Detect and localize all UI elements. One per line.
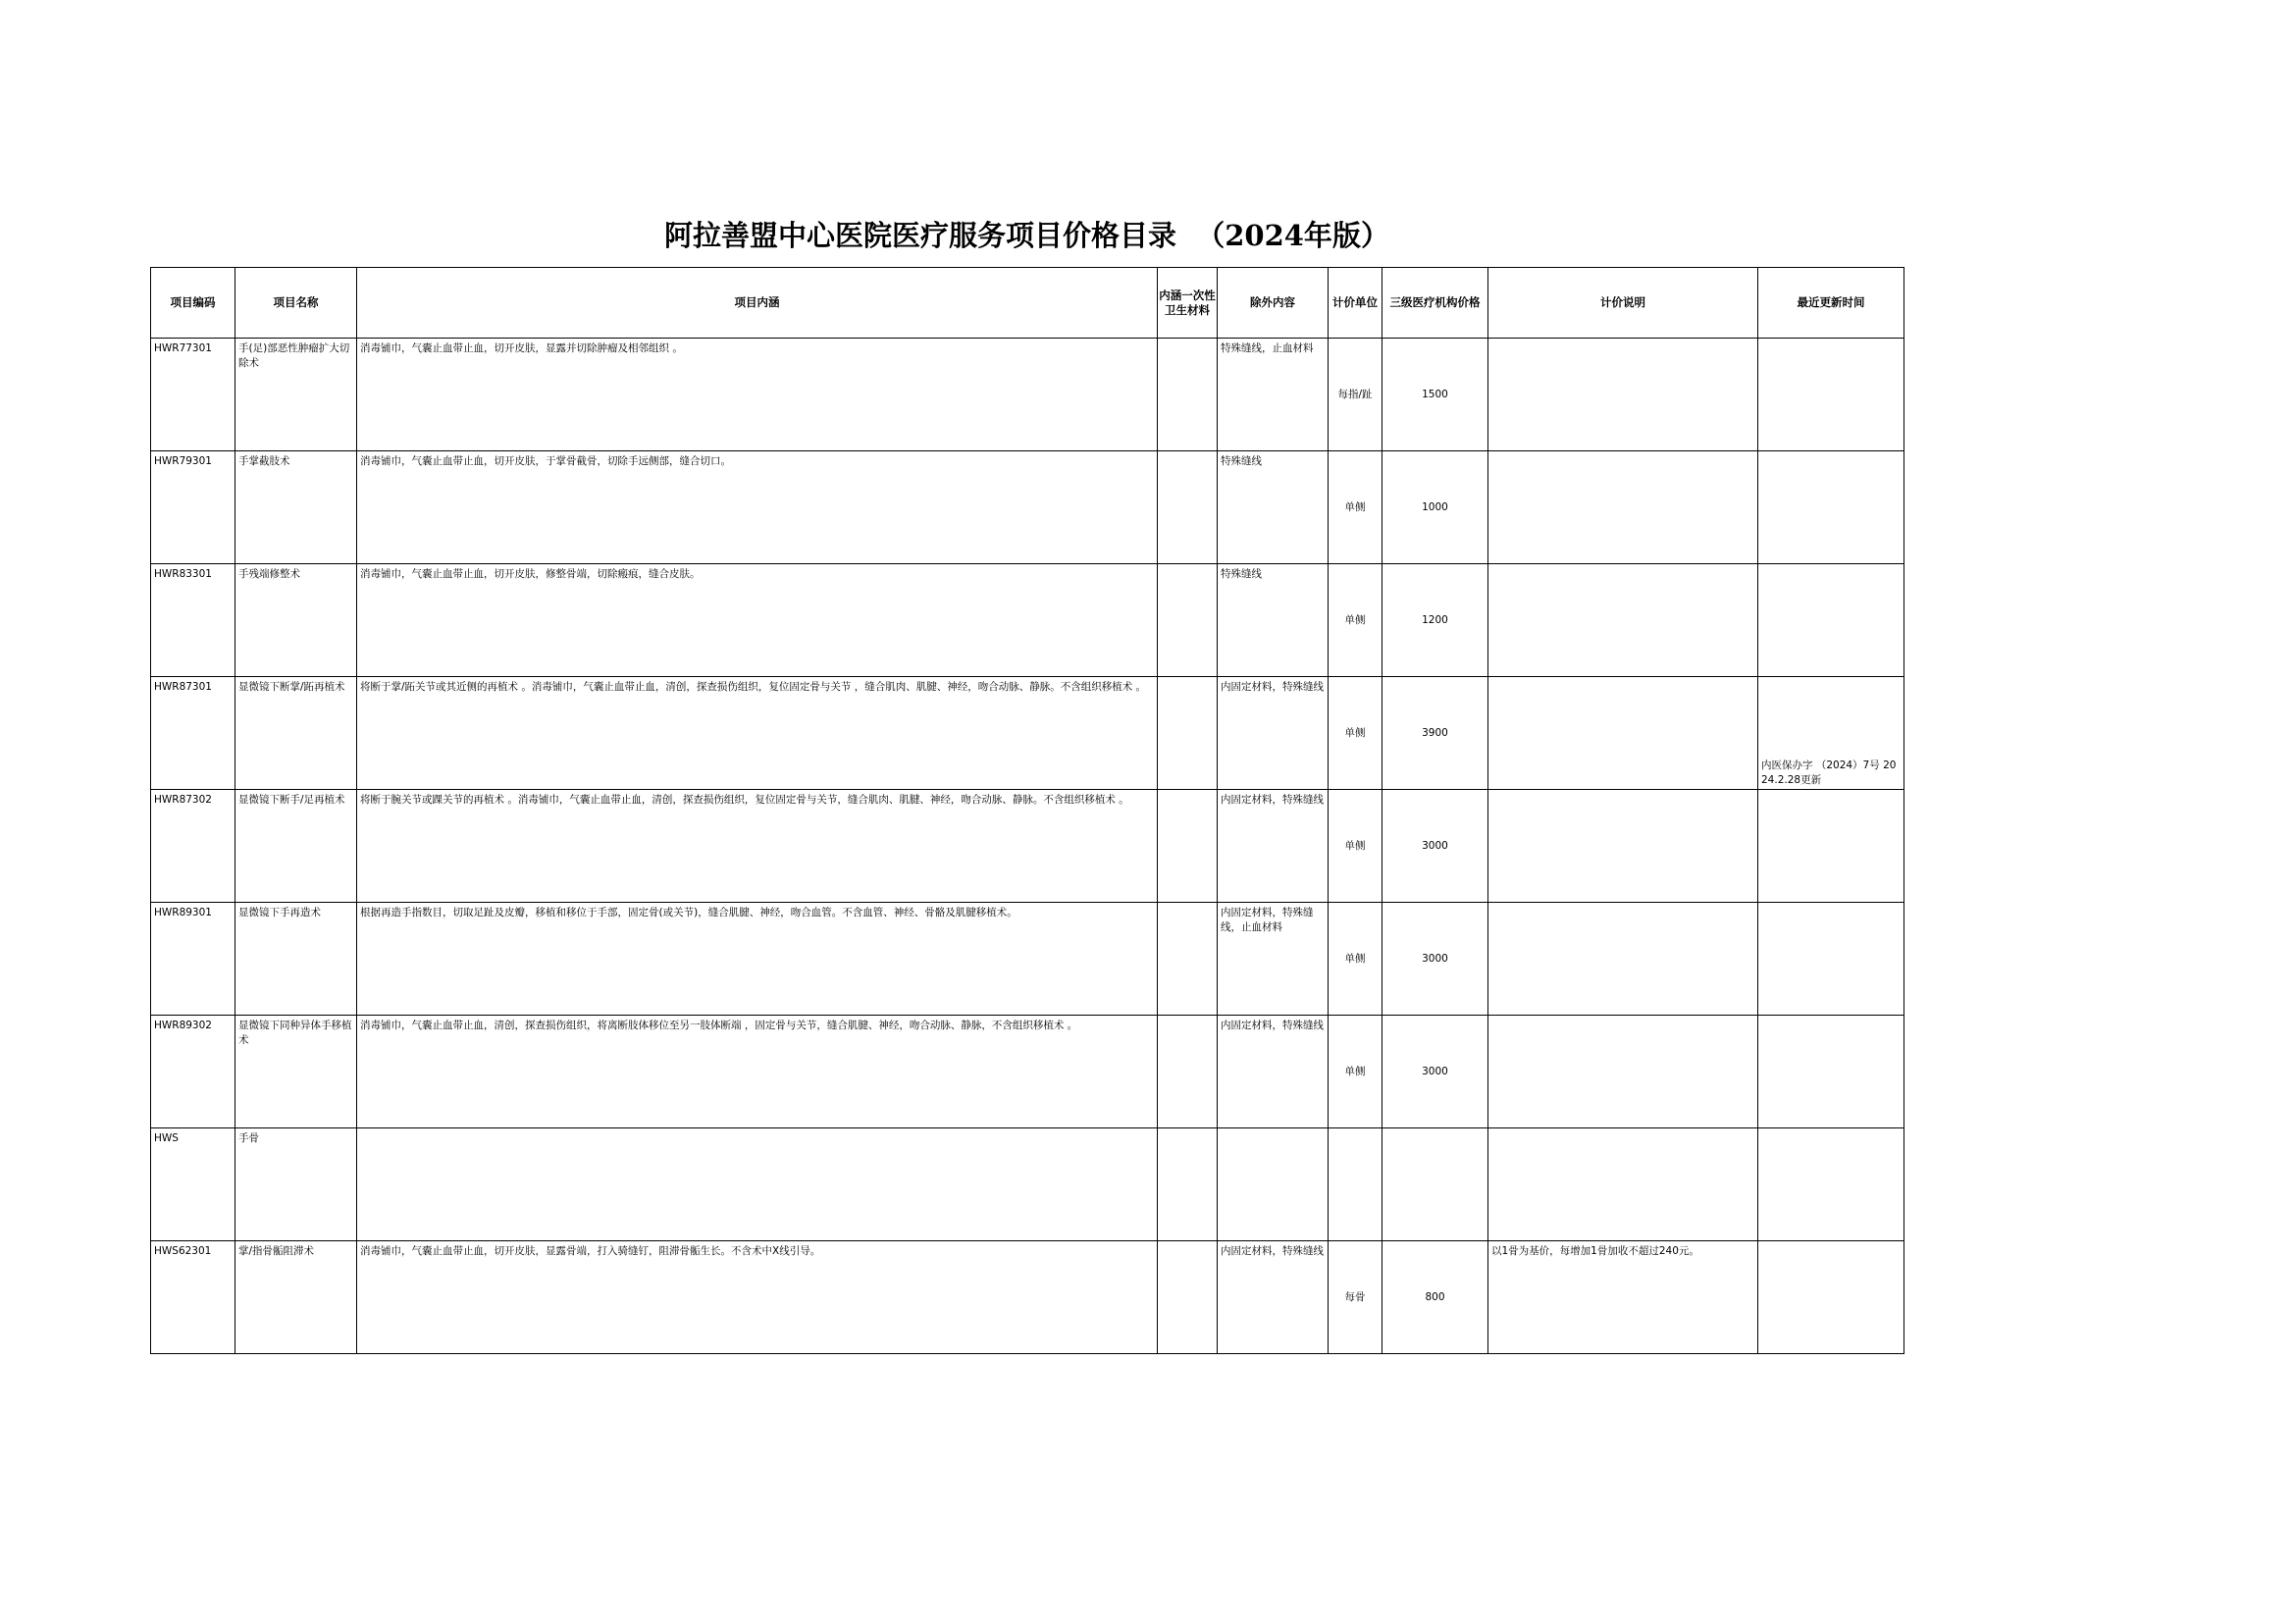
exclusion-cell xyxy=(1218,903,1329,1016)
unit-cell-text: 单侧 xyxy=(1344,726,1366,739)
consumable-cell xyxy=(1158,451,1218,564)
updated-cell-text xyxy=(1758,1014,1764,1015)
unit-cell-text: 每指/趾 xyxy=(1337,388,1373,400)
exclusion-cell-text: 内固定材料，特殊缝线 xyxy=(1221,794,1324,806)
header-content: 项目内涵 xyxy=(357,268,1158,339)
note-cell xyxy=(1488,677,1758,790)
consumable-cell-text xyxy=(1158,1128,1217,1131)
note-cell xyxy=(1488,1016,1758,1128)
unit-cell xyxy=(1329,790,1382,903)
code-cell-text: HWR89301 xyxy=(154,907,212,918)
name-cell-text: 显微镜下断手/足再植术 xyxy=(238,794,345,806)
updated-cell-text: 内医保办字 （2024）7号 2024.2.28更新 xyxy=(1761,760,1897,786)
consumable-cell-text xyxy=(1158,677,1217,680)
updated-cell xyxy=(1758,677,1904,790)
table-row xyxy=(151,1016,1904,1128)
table-row xyxy=(151,677,1904,790)
consumable-cell-text xyxy=(1158,339,1217,341)
code-cell-text: HWR77301 xyxy=(154,342,212,354)
exclusion-cell xyxy=(1218,564,1329,677)
price-cell-text: 3000 xyxy=(1422,952,1448,965)
unit-cell xyxy=(1329,1016,1382,1128)
unit-cell xyxy=(1329,339,1382,451)
price-cell xyxy=(1382,451,1488,564)
updated-cell-text xyxy=(1758,1352,1764,1353)
price-cell-text: 800 xyxy=(1425,1290,1445,1303)
price-cell-text: 1000 xyxy=(1422,500,1448,513)
exclusion-cell-text: 内固定材料，特殊缝线 xyxy=(1221,1245,1324,1257)
updated-cell-text xyxy=(1758,449,1764,450)
content-cell xyxy=(357,1241,1158,1354)
table-row xyxy=(151,564,1904,677)
name-cell-text: 手掌截肢术 xyxy=(238,455,290,467)
content-cell-text xyxy=(357,1128,1157,1131)
table-row xyxy=(151,1241,1904,1354)
updated-cell-text xyxy=(1758,901,1764,902)
name-cell-text: 掌/指骨骺阻滞术 xyxy=(238,1245,315,1257)
note-cell-text xyxy=(1488,790,1757,793)
name-cell xyxy=(235,1241,357,1354)
table-row xyxy=(151,339,1904,451)
exclusion-cell xyxy=(1218,339,1329,451)
code-cell-text: HWR87301 xyxy=(154,681,212,693)
table-row xyxy=(151,451,1904,564)
note-cell-text xyxy=(1488,1016,1757,1019)
code-cell-text: HWR79301 xyxy=(154,455,212,467)
unit-cell-text: 单侧 xyxy=(1344,613,1366,626)
updated-cell-text xyxy=(1758,1126,1764,1127)
header-updated: 最近更新时间 xyxy=(1758,268,1904,339)
content-cell xyxy=(357,339,1158,451)
content-cell xyxy=(357,1016,1158,1128)
exclusion-cell-text: 特殊缝线 xyxy=(1221,455,1262,467)
exclusion-cell-text xyxy=(1218,1128,1328,1131)
price-cell xyxy=(1382,790,1488,903)
consumable-cell-text xyxy=(1158,564,1217,567)
note-cell xyxy=(1488,903,1758,1016)
consumable-cell xyxy=(1158,564,1218,677)
updated-cell xyxy=(1758,339,1904,451)
updated-cell-text xyxy=(1758,562,1764,563)
exclusion-cell-text: 内固定材料，特殊缝线 xyxy=(1221,681,1324,693)
price-cell-text: 3900 xyxy=(1422,726,1448,739)
exclusion-cell xyxy=(1218,790,1329,903)
name-cell-text: 手(足)部恶性肿瘤扩大切除术 xyxy=(238,342,350,369)
price-cell xyxy=(1382,1241,1488,1354)
code-cell-text: HWR89302 xyxy=(154,1020,212,1031)
updated-cell xyxy=(1758,1016,1904,1128)
price-cell xyxy=(1382,1128,1488,1241)
consumable-cell-text xyxy=(1158,790,1217,793)
price-cell xyxy=(1382,339,1488,451)
consumable-cell xyxy=(1158,1016,1218,1128)
updated-cell xyxy=(1758,451,1904,564)
code-cell xyxy=(151,1016,235,1128)
unit-cell-text xyxy=(1329,1128,1382,1240)
note-cell-text xyxy=(1488,677,1757,680)
exclusion-cell-text: 特殊缝线，止血材料 xyxy=(1221,342,1314,354)
unit-cell-text: 单侧 xyxy=(1344,500,1366,513)
name-cell-text: 手残端修整术 xyxy=(238,568,300,580)
content-cell-text: 消毒铺巾，气囊止血带止血，切开皮肤，修整骨端，切除瘢痕，缝合皮肤。 xyxy=(360,568,701,580)
content-cell-text: 将断于腕关节或踝关节的再植术 。消毒铺巾，气囊止血带止血，清创，探查损伤组织，复位固定骨与关节，缝合肌肉、肌腱、神经，吻合动脉、静脉。不含组织移植术 。 xyxy=(360,794,1129,806)
price-cell-text: 3000 xyxy=(1422,839,1448,852)
content-cell-text: 根据再造手指数目，切取足趾及皮瓣，移植和移位于手部，固定骨(或关节)，缝合肌腱、神经，吻合血管。不含血管、神经、骨骼及肌腱移植术。 xyxy=(360,907,1017,918)
exclusion-cell-text: 特殊缝线 xyxy=(1221,568,1262,580)
note-cell xyxy=(1488,451,1758,564)
consumable-cell-text xyxy=(1158,903,1217,906)
exclusion-cell-text: 内固定材料，特殊缝线 xyxy=(1221,1020,1324,1031)
code-cell xyxy=(151,451,235,564)
name-cell xyxy=(235,564,357,677)
code-cell xyxy=(151,564,235,677)
page-title: 阿拉善盟中心医院医疗服务项目价格目录 （2024年版） xyxy=(664,219,1389,252)
content-cell-text: 消毒铺巾，气囊止血带止血，清创，探查损伤组织，将离断肢体移位至另一肢体断端 ，固定骨与关节，缝合肌腱、神经，吻合动脉、静脉，不含组织移植术 。 xyxy=(360,1020,1078,1031)
name-cell xyxy=(235,339,357,451)
header-consumable: 内涵一次性卫生材料 xyxy=(1158,268,1218,339)
unit-cell-text: 单侧 xyxy=(1344,1065,1366,1077)
consumable-cell xyxy=(1158,903,1218,1016)
consumable-cell xyxy=(1158,677,1218,790)
name-cell-text: 显微镜下断掌/跖再植术 xyxy=(238,681,345,693)
content-cell xyxy=(357,903,1158,1016)
note-cell-text xyxy=(1488,564,1757,567)
code-cell xyxy=(151,339,235,451)
name-cell-text: 显微镜下手再造术 xyxy=(238,907,321,918)
price-cell-text: 1500 xyxy=(1422,388,1448,400)
price-cell xyxy=(1382,677,1488,790)
updated-cell xyxy=(1758,1128,1904,1241)
name-cell-text: 手骨 xyxy=(238,1132,259,1144)
consumable-cell-text xyxy=(1158,1016,1217,1019)
note-cell xyxy=(1488,339,1758,451)
content-cell-text: 消毒铺巾，气囊止血带止血，切开皮肤，显露并切除肿瘤及相邻组织 。 xyxy=(360,342,683,354)
name-cell xyxy=(235,1016,357,1128)
header-unit: 计价单位 xyxy=(1329,268,1382,339)
price-cell-text: 3000 xyxy=(1422,1065,1448,1077)
updated-cell xyxy=(1758,564,1904,677)
code-cell xyxy=(151,1241,235,1354)
header-exclusion: 除外内容 xyxy=(1218,268,1329,339)
updated-cell xyxy=(1758,1241,1904,1354)
content-cell xyxy=(357,677,1158,790)
consumable-cell-text xyxy=(1158,1241,1217,1244)
note-cell xyxy=(1488,564,1758,677)
unit-cell xyxy=(1329,1128,1382,1241)
content-cell-text: 消毒铺巾，气囊止血带止血，切开皮肤，显露骨端，打入骑缝钉，阻滞骨骺生长。不含术中X线引导。 xyxy=(360,1245,821,1257)
exclusion-cell xyxy=(1218,451,1329,564)
content-cell xyxy=(357,451,1158,564)
header-name: 项目名称 xyxy=(235,268,357,339)
content-cell-text: 将断于掌/跖关节或其近侧的再植术 。消毒铺巾，气囊止血带止血，清创，探查损伤组织，复位固定骨与关节 ，缝合肌肉、肌腱、神经，吻合动脉、静脉。不含组织移植术 。 xyxy=(360,681,1147,693)
note-cell xyxy=(1488,790,1758,903)
code-cell xyxy=(151,1128,235,1241)
header-code: 项目编码 xyxy=(151,268,235,339)
header-row xyxy=(151,268,1904,339)
exclusion-cell xyxy=(1218,1241,1329,1354)
unit-cell-text: 单侧 xyxy=(1344,839,1366,852)
note-cell-text: 以1骨为基价，每增加1骨加收不超过240元。 xyxy=(1491,1245,1699,1257)
name-cell xyxy=(235,677,357,790)
note-cell-text xyxy=(1488,451,1757,454)
price-cell xyxy=(1382,564,1488,677)
price-cell xyxy=(1382,1016,1488,1128)
unit-cell-text: 每骨 xyxy=(1344,1290,1366,1303)
note-cell-text xyxy=(1488,339,1757,341)
updated-cell xyxy=(1758,903,1904,1016)
unit-cell xyxy=(1329,564,1382,677)
unit-cell xyxy=(1329,903,1382,1016)
price-cell-text: 1200 xyxy=(1422,613,1448,626)
note-cell xyxy=(1488,1241,1758,1354)
code-cell-text: HWR83301 xyxy=(154,568,212,580)
exclusion-cell xyxy=(1218,1128,1329,1241)
note-cell xyxy=(1488,1128,1758,1241)
unit-cell xyxy=(1329,451,1382,564)
code-cell-text: HWS xyxy=(154,1132,179,1144)
code-cell xyxy=(151,903,235,1016)
note-cell-text xyxy=(1488,903,1757,906)
unit-cell-text: 单侧 xyxy=(1344,952,1366,965)
price-table xyxy=(150,267,1904,1354)
table-row xyxy=(151,790,1904,903)
name-cell xyxy=(235,1128,357,1241)
unit-cell xyxy=(1329,1241,1382,1354)
consumable-cell xyxy=(1158,1128,1218,1241)
table-row xyxy=(151,1128,1904,1241)
unit-cell xyxy=(1329,677,1382,790)
consumable-cell xyxy=(1158,790,1218,903)
code-cell-text: HWS62301 xyxy=(154,1245,212,1257)
name-cell xyxy=(235,903,357,1016)
updated-cell-text xyxy=(1758,675,1764,676)
price-cell-text xyxy=(1382,1128,1487,1240)
exclusion-cell xyxy=(1218,1016,1329,1128)
content-cell xyxy=(357,790,1158,903)
header-note: 计价说明 xyxy=(1488,268,1758,339)
code-cell xyxy=(151,790,235,903)
note-cell-text xyxy=(1488,1128,1757,1131)
consumable-cell xyxy=(1158,1241,1218,1354)
consumable-cell xyxy=(1158,339,1218,451)
content-cell xyxy=(357,1128,1158,1241)
code-cell-text: HWR87302 xyxy=(154,794,212,806)
name-cell-text: 显微镜下同种异体手移植术 xyxy=(238,1020,352,1046)
price-cell xyxy=(1382,903,1488,1016)
table-row xyxy=(151,903,1904,1016)
updated-cell-text xyxy=(1758,1239,1764,1240)
name-cell xyxy=(235,451,357,564)
content-cell xyxy=(357,564,1158,677)
updated-cell xyxy=(1758,790,1904,903)
exclusion-cell xyxy=(1218,677,1329,790)
header-price: 三级医疗机构价格 xyxy=(1382,268,1488,339)
consumable-cell-text xyxy=(1158,451,1217,454)
content-cell-text: 消毒铺巾，气囊止血带止血，切开皮肤，于掌骨截骨，切除手远侧部，缝合切口。 xyxy=(360,455,731,467)
name-cell xyxy=(235,790,357,903)
exclusion-cell-text: 内固定材料，特殊缝线，止血材料 xyxy=(1221,907,1314,933)
code-cell xyxy=(151,677,235,790)
